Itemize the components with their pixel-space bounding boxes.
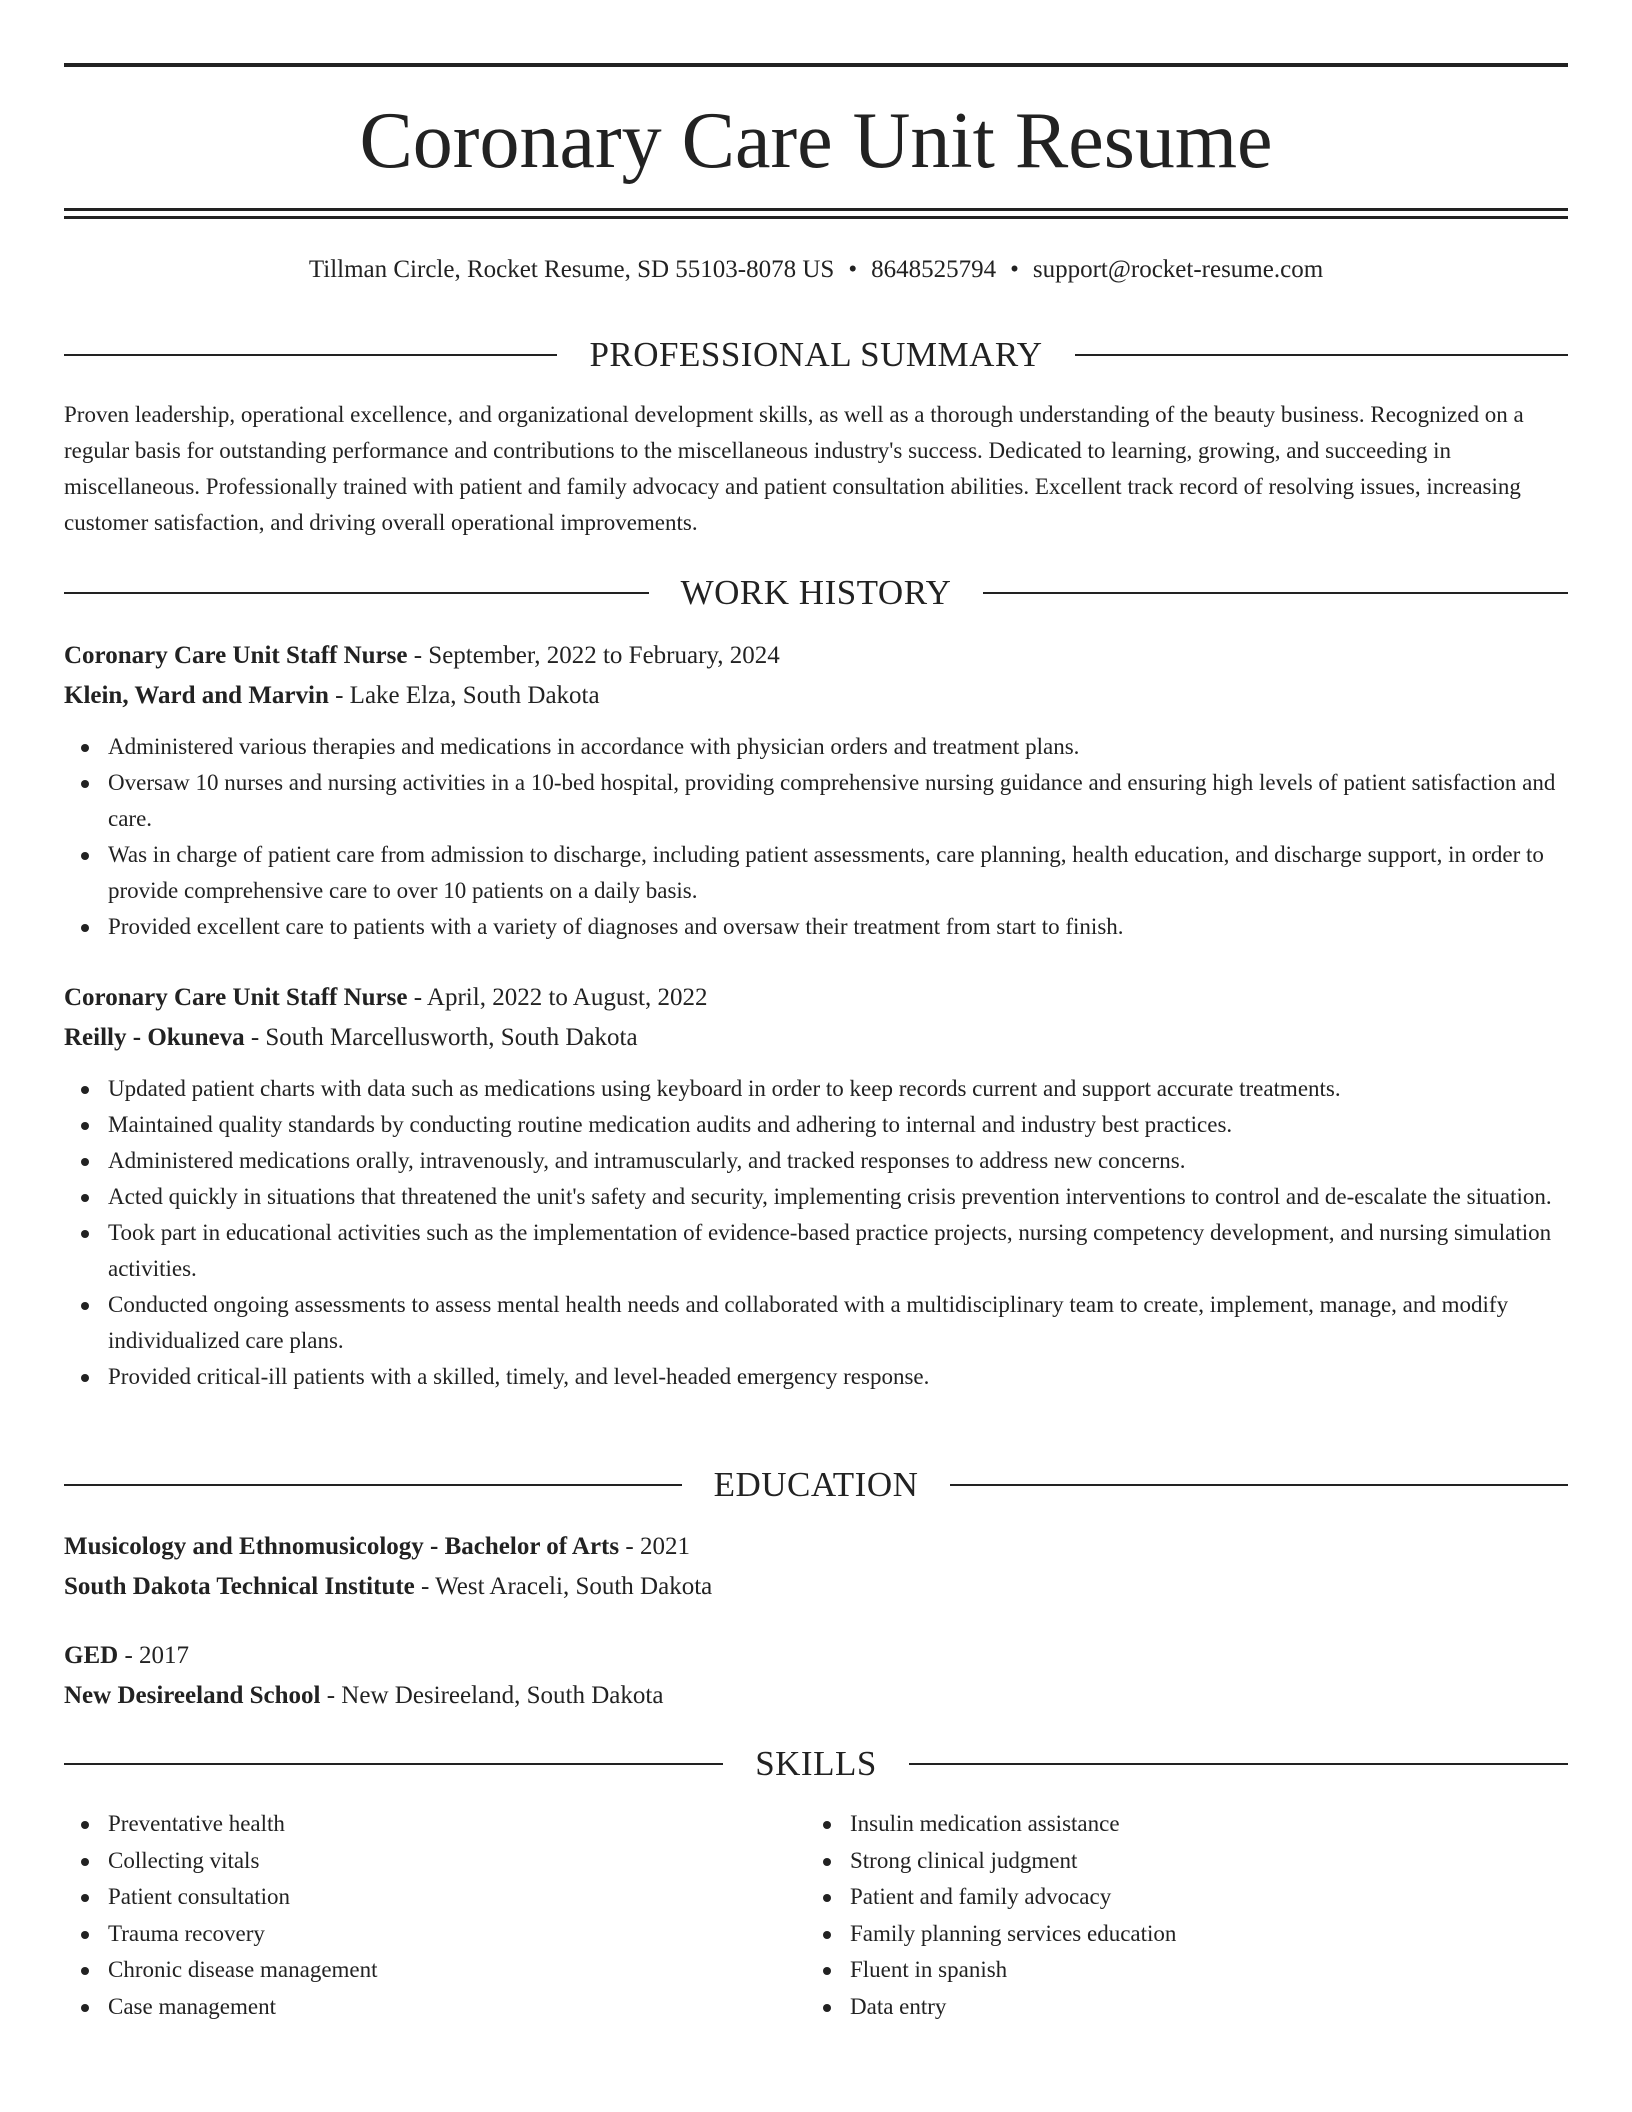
contact-address: Tillman Circle, Rocket Resume, SD 55103-8078 US — [308, 256, 835, 283]
double-rule-lower — [64, 216, 1568, 219]
job-employer-row — [64, 676, 1568, 716]
section-title: SKILLS — [755, 1744, 877, 1783]
section-title: WORK HISTORY — [680, 573, 952, 612]
skill-item: Patient consultation — [64, 1879, 764, 1916]
section-title: EDUCATION — [713, 1465, 919, 1504]
skill-item: Case management — [64, 1989, 764, 2026]
heading-rule-left — [64, 1763, 723, 1765]
education-entry — [64, 1636, 1568, 1716]
section-heading-summary — [64, 333, 1568, 377]
double-rule-upper — [64, 208, 1568, 211]
heading-rule-right — [950, 1484, 1568, 1486]
list-item: Administered medications orally, intravenously, and intramuscularly, and tracked responses to address new concerns. — [64, 1143, 1568, 1179]
skill-item: Data entry — [806, 1989, 1506, 2026]
heading-rule-right — [983, 592, 1568, 594]
list-item: Was in charge of patient care from admission to discharge, including patient assessments, care planning, health education, and discharge support, in order to provide comprehensive care to over 10 patients on a daily basis. — [64, 837, 1568, 909]
skill-item: Fluent in spanish — [806, 1952, 1506, 1989]
skill-item: Insulin medication assistance — [806, 1806, 1506, 1843]
heading-rule-left — [64, 1484, 682, 1486]
education-year: - 2017 — [118, 1642, 190, 1669]
heading-rule-left — [64, 354, 557, 356]
contact-separator: • — [1010, 256, 1019, 283]
education-degree-row — [64, 1527, 1568, 1567]
education-school: New Desireeland School — [64, 1682, 321, 1709]
contact-separator: • — [848, 256, 858, 283]
job-title-row — [64, 978, 1568, 1018]
skill-item: Preventative health — [64, 1806, 764, 1843]
list-item: Provided excellent care to patients with a variety of diagnoses and oversaw their treatment from start to finish. — [64, 909, 1568, 945]
education-entry — [64, 1527, 1568, 1607]
list-item: Conducted ongoing assessments to assess mental health needs and collaborated with a multidisciplinary team to create, implement, manage, and modify individualized care plans. — [64, 1287, 1568, 1359]
job-dates: - April, 2022 to August, 2022 — [407, 984, 708, 1011]
skill-item: Strong clinical judgment — [806, 1843, 1506, 1880]
section-heading-work-history — [64, 571, 1568, 615]
job-dates: - September, 2022 to February, 2024 — [407, 642, 780, 669]
skill-item: Family planning services education — [806, 1916, 1506, 1953]
section-title: PROFESSIONAL SUMMARY — [589, 335, 1043, 374]
top-rule — [64, 63, 1568, 67]
contact-line — [64, 252, 1568, 288]
list-item: Took part in educational activities such as the implementation of evidence-based practice projects, nursing competency development, and nursing simulation activities. — [64, 1215, 1568, 1287]
education-school-row — [64, 1567, 1568, 1607]
education-degree-row — [64, 1636, 1568, 1676]
skill-item: Trauma recovery — [64, 1916, 764, 1953]
education-school: South Dakota Technical Institute — [64, 1573, 415, 1600]
skill-item: Chronic disease management — [64, 1952, 764, 1989]
heading-rule-right — [1075, 354, 1568, 356]
section-heading-skills — [64, 1742, 1568, 1786]
list-item: Oversaw 10 nurses and nursing activities in a 10-bed hospital, providing comprehensive nursing guidance and ensuring high levels of patient satisfaction and care. — [64, 765, 1568, 837]
summary-text: Proven leadership, operational excellence, and organizational development skills, as well as a thorough understanding of the beauty business. Recognized on a regular basis for outstanding performance and contributions to the miscellaneous industry's success. Dedicated to learning, growing, and succeeding in miscellaneous. Professionally trained with patient and family advocacy and patient consultation abilities. Excellent track record of resolving issues, increasing customer satisfaction, and driving overall operational improvements. — [64, 402, 1524, 535]
job-title: Coronary Care Unit Staff Nurse — [64, 984, 408, 1011]
job-title: Coronary Care Unit Staff Nurse — [64, 642, 408, 669]
resume-title: Coronary Care Unit Resume — [359, 97, 1273, 185]
job-duties-list — [64, 729, 1568, 945]
job-location: - Lake Elza, South Dakota — [328, 682, 600, 709]
section-heading-education — [64, 1463, 1568, 1507]
education-school-row — [64, 1676, 1568, 1716]
list-item: Updated patient charts with data such as medications using keyboard in order to keep records current and support accurate treatments. — [64, 1071, 1568, 1107]
job-employer: Reilly - Okuneva — [64, 1024, 245, 1051]
skills-list-left — [64, 1806, 764, 2026]
contact-email: support@rocket-resume.com — [1032, 256, 1324, 283]
job-employer-row — [64, 1018, 1568, 1058]
skill-item: Collecting vitals — [64, 1843, 764, 1880]
job-duties-list — [64, 1071, 1568, 1395]
job-location: - South Marcellusworth, South Dakota — [244, 1024, 638, 1051]
list-item: Administered various therapies and medications in accordance with physician orders and treatment plans. — [64, 729, 1568, 765]
education-degree: GED — [64, 1642, 119, 1669]
education-location: - West Araceli, South Dakota — [414, 1573, 713, 1600]
heading-rule-right — [909, 1763, 1568, 1765]
education-year: - 2021 — [619, 1533, 690, 1560]
job-title-row — [64, 636, 1568, 676]
job-entry — [64, 636, 1568, 716]
education-location: - New Desireeland, South Dakota — [320, 1682, 664, 1709]
list-item: Provided critical-ill patients with a skilled, timely, and level-headed emergency response. — [64, 1359, 1568, 1395]
heading-rule-left — [64, 592, 649, 594]
skills-list-right — [806, 1806, 1506, 2026]
skill-item: Patient and family advocacy — [806, 1879, 1506, 1916]
education-degree: Musicology and Ethnomusicology - Bachelor of Arts — [64, 1533, 620, 1560]
contact-phone: 8648525794 — [871, 256, 997, 283]
list-item: Acted quickly in situations that threatened the unit's safety and security, implementing crisis prevention interventions to control and de-escalate the situation. — [64, 1179, 1568, 1215]
job-employer: Klein, Ward and Marvin — [64, 682, 329, 709]
list-item: Maintained quality standards by conducting routine medication audits and adhering to internal and industry best practices. — [64, 1107, 1568, 1143]
job-entry — [64, 978, 1568, 1058]
